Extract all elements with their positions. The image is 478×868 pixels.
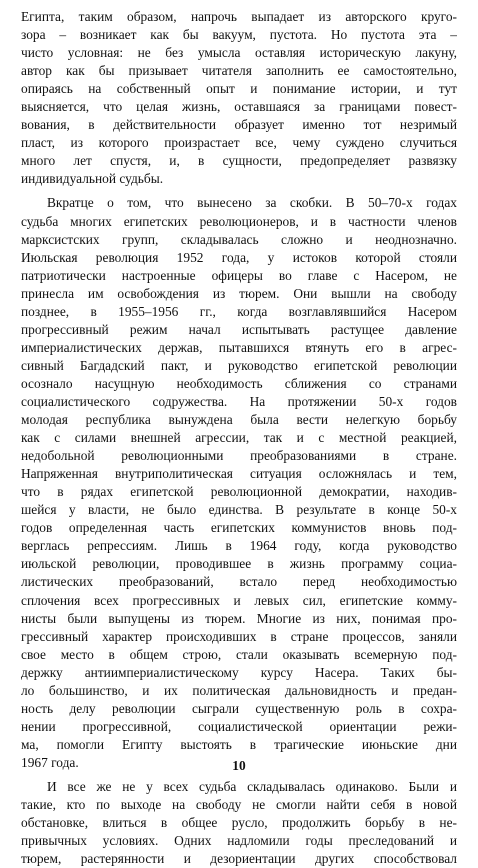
text-line: пласт, из которого произрастает все, чему суждено случиться <box>21 135 457 151</box>
text-line: молодая республика вынуждена была вести нелегкую борьбу <box>21 412 457 428</box>
text-line: автор как бы призывает читателя заполнить ее самостоятельно, <box>21 63 457 79</box>
text-line: зора – возникает как бы вакуум, пустота. Но пустота эта – <box>21 27 457 43</box>
text-line: опираясь на собственный опыт и понимание истории, и тут <box>21 81 457 97</box>
text-line: грессивный характер происходивших в стране процессов, заняли <box>21 628 457 644</box>
text-line: как с силами внешней агрессии, так и с местной реакцией, <box>21 430 457 446</box>
text-line: что в рядах египетской революционной демократии, находив- <box>21 484 457 500</box>
text-line: листических преобразований, встало перед необходимостью <box>21 574 457 590</box>
text-line: ма, помогли Египту выстоять в трагические июньские дни <box>21 736 457 752</box>
text-line: И все же не у всех судьба складывалась одинаково. Были и <box>47 778 457 794</box>
text-line: вования, в действительности образует именно тот незримый <box>21 117 457 133</box>
paragraph-3 <box>21 778 457 868</box>
paragraph-2 <box>21 194 457 772</box>
text-line: нении прогрессивной, социалистической ориентации режи- <box>21 718 457 734</box>
text-line: Египта, таким образом, напрочь выпадает из авторского круго- <box>21 9 457 24</box>
text-line: выясняется, что целая жизнь, оставшаяся за границами повест- <box>21 99 457 115</box>
text-line: тюрем, растерянности и дезориентации других способствовал <box>21 851 457 867</box>
text-line: патриотически настроенные офицеры во главе с Насером, не <box>21 267 457 283</box>
text-line: привычных условиях. Одних надломили годы преследований и <box>21 833 457 849</box>
text-line: июльской революции, проводившее в жизнь программу социа- <box>21 556 457 572</box>
paragraph-1 <box>21 8 457 188</box>
text-line: сивный Багдадский пакт, и руководство египетской революции <box>21 357 457 373</box>
text-line: чисто условная: не без умысла оставляя историческую лакуну, <box>21 45 457 61</box>
text-line: принесла им освобождения из тюрем. Они вышли на свободу <box>21 285 457 301</box>
text-line: Июльская революция 1952 года, у истоков которой стояли <box>21 249 457 265</box>
text-line: прогрессивный режим начал испытывать растущее давление <box>21 321 457 337</box>
text-line: судьба многих египетских революционеров, и в частности членов <box>21 213 457 229</box>
text-line: годов определенная часть египетских коммунистов вновь под- <box>21 520 457 536</box>
body-text <box>21 8 457 868</box>
text-line: ность делу революции сыграли существенную роль в сохра- <box>21 700 457 716</box>
text-line: сплочения всех прогрессивных и левых сил, египетские комму- <box>21 592 457 608</box>
text-line: Вкратце о том, что вынесено за скобки. В 50–70-х годах <box>47 195 457 211</box>
text-line: 1967 года. <box>21 754 79 770</box>
text-line: много лет спустя, и, в сущности, предопределяет развязку <box>21 153 457 169</box>
page-number: 10 <box>232 758 246 773</box>
text-line: социалистического содружества. На протяжении 50-х годов <box>21 393 457 409</box>
text-line: недобольной революционными преобразованиями в стране. <box>21 448 457 464</box>
text-line: индивидуальной судьбы. <box>21 171 164 187</box>
text-line: позднее, в 1955–1956 гг., когда возглавлявшийся Насером <box>21 303 457 319</box>
text-line: марксистских групп, складывалась сложно и неоднозначно. <box>21 231 457 247</box>
text-line: такие, кто по выходе на свободу не смогли найти себя в новой <box>21 797 457 813</box>
text-line: империалистических держав, пытавшихся втянуть его в агрес- <box>21 339 457 355</box>
text-line: нисты были выпущены из тюрем. Многие из них, понимая про- <box>21 610 457 626</box>
text-line: свое место в общем строю, стали оказывать всемерную под- <box>21 646 457 662</box>
text-line: держку антиимпериалистическому курсу Насера. Таких бы- <box>21 664 457 680</box>
text-line: верглась репрессиям. Лишь в 1964 году, когда руководство <box>21 538 457 554</box>
text-line: Напряженная внутриполитическая ситуация осложнялась и тем, <box>21 466 457 482</box>
text-line: осознало насущную необходимость сближения со странами <box>21 375 457 391</box>
text-line: обстановке, влиться в общее русло, продолжить борьбу в не- <box>21 815 457 831</box>
text-line: ло большинство, и их политическая дальновидность и предан- <box>21 682 457 698</box>
text-line: шейся у власти, не было единства. В результате в конце 50-х <box>21 502 457 518</box>
